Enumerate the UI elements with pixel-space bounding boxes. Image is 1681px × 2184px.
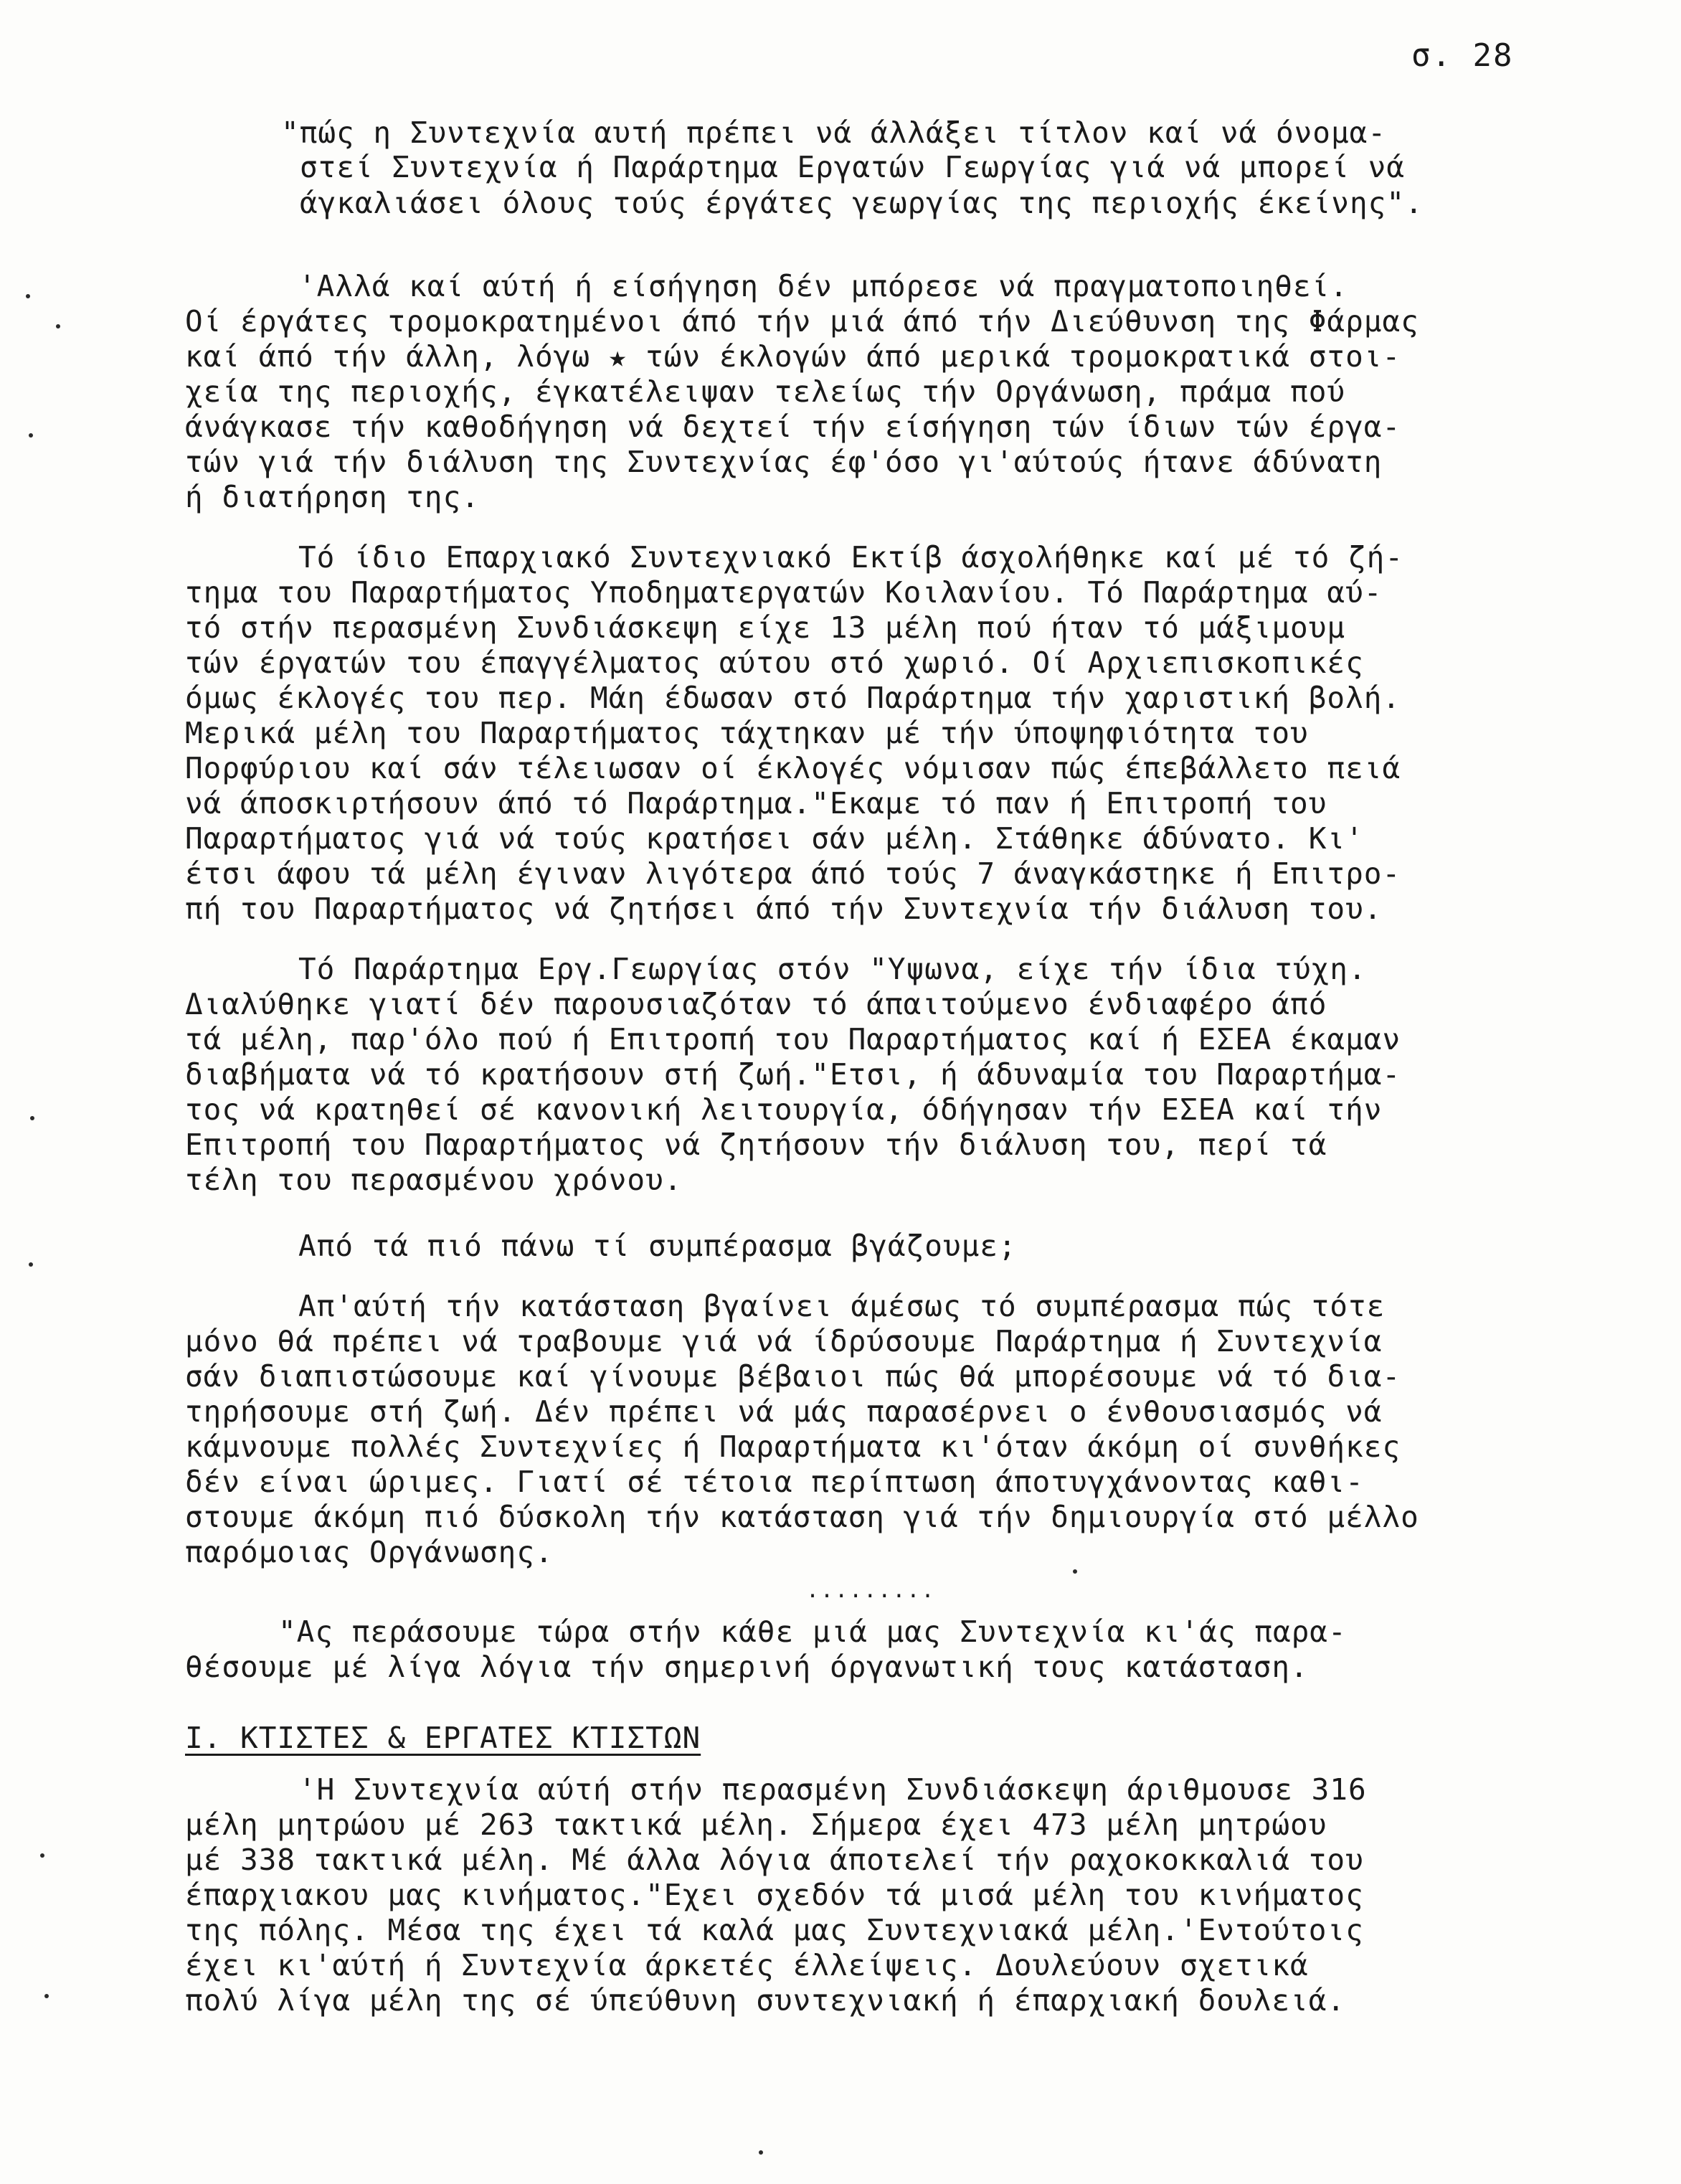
text-line: κάμνουμε πολλές Συντεχνίες ή Παραρτήματα κι'όταν άκόμη οί συνθήκες [185,1429,1401,1464]
section-heading: I. ΚΤΙΣΤΕΣ & ΕΡΓΑΤΕΣ ΚΤΙΣΤΩΝ [185,1721,701,1755]
text-line: άνάγκασε τήν καθοδήγηση νά δεχτεί τήν είσήγηση τών ίδιων τών έργα- [185,410,1401,444]
text-line: διαβήματα νά τό κρατήσουν στή ζωή."Ετσι, ή άδυναμία του Παραρτήμα- [185,1057,1401,1092]
scan-speck [759,2150,763,2155]
text-line: Παραρτήματος γιά νά τούς κρατήσει σάν μέλη. Στάθηκε άδύνατο. Κι' [185,821,1364,856]
text-line: Απ'αύτή τήν κατάσταση βγαίνει άμέσως τό συμπέρασμα πώς τότε [298,1289,1386,1323]
text-line: έτσι άφου τά μέλη έγιναν λιγότερα άπό τούς 7 άναγκάστηκε ή Επιτρο- [185,856,1401,891]
scan-speck [44,1994,49,1998]
text-line: Επιτροπή του Παραρτήματος νά ζητήσουν τήν διάλυση του, περί τά [185,1128,1327,1162]
text-line: 'Αλλά καί αύτή ή είσήγηση δέν μπόρεσε νά πραγματοποιηθεί. [298,269,1348,303]
text-line: της πόλης. Μέσα της έχει τά καλά μας Συντεχνιακά μέλη.'Εντούτοις [185,1913,1364,1947]
text-line: Πορφύριου καί σάν τέλειωσαν οί έκλογές νόμισαν πώς έπεβάλλετο πειά [185,751,1401,785]
text-line: στεί Συντεχνία ή Παράρτημα Εργατών Γεωργίας γιά νά μπορεί νά [300,150,1406,184]
scan-speck [29,433,33,438]
text-line: τά μέλη, παρ'όλο πού ή Επιτροπή του Παραρτήματος καί ή ΕΣΕΑ έκαμαν [185,1022,1401,1056]
text-line: σάν διαπιστώσουμε καί γίνουμε βέβαιοι πώς θά μπορέσουμε νά τό δια- [185,1359,1401,1394]
text-line: Μερικά μέλη του Παραρτήματος τάχτηκαν μέ τήν ύποψηφιότητα του [185,716,1309,750]
text-line: μέλη μητρώου μέ 263 τακτικά μέλη. Σήμερα έχει 473 μέλη μητρώου [185,1807,1327,1842]
scan-speck [26,294,30,298]
text-line: τό στήν περασμένη Συνδιάσκεψη είχε 13 μέλη πού ήταν τό μάξιμουμ [185,610,1346,645]
text-line: τών γιά τήν διάλυση της Συντεχνίας έφ'όσο γι'αύτούς ήτανε άδύνατη [185,445,1383,479]
text-line: "Ας περάσουμε τώρα στήν κάθε μιά μας Συντεχνία κι'άς παρα- [278,1615,1347,1649]
text-line: μέ 338 τακτικά μέλη. Μέ άλλα λόγια άποτελεί τήν ραχοκοκκαλιά του [185,1843,1364,1877]
text-line: 'Η Συντεχνία αύτή στήν περασμένη Συνδιάσκεψη άριθμουσε 316 [298,1772,1367,1807]
text-line: μόνο θά πρέπει νά τραβουμε γιά νά ίδρύσουμε Παράρτημα ή Συντεχνία [185,1324,1383,1358]
text-line: έπαρχιακου μας κινήματος."Εχει σχεδόν τά μισά μέλη του κινήματος [185,1878,1364,1912]
text-line: καί άπό τήν άλλη, λόγω ★ τών έκλογών άπό μερικά τρομοκρατικά στοι- [185,339,1401,374]
text-line: Τό ίδιο Επαρχιακό Συντεχνιακό Εκτίβ άσχολήθηκε καί μέ τό ζή- [298,540,1404,575]
text-line: Από τά πιό πάνω τί συμπέρασμα βγάζουμε; [298,1229,1017,1263]
text-line: άγκαλιάσει όλους τούς έργάτες γεωργίας της περιοχής έκείνης". [300,186,1424,220]
text-line: πολύ λίγα μέλη της σέ ύπεύθυνη συντεχνιακή ή έπαρχιακή δουλειά. [185,1983,1346,2018]
text-line: Οί έργάτες τρομοκρατημένοι άπό τήν μιά άπό τήν Διεύθυνση της Φάρμας [185,304,1419,339]
scan-speck [40,1853,44,1858]
text-line: τος νά κρατηθεί σέ κανονική λειτουργία, όδήγησαν τήν ΕΣΕΑ καί τήν [185,1092,1383,1127]
text-line: τημα του Παραρτήματος Υποδηματεργατών Κοιλανίου. Τό Παράρτημα αύ- [185,575,1383,610]
text-line: όμως έκλογές του περ. Μάη έδωσαν στό Παράρτημα τήν χαριστική βολή. [185,681,1401,715]
scan-speck [56,324,60,328]
scan-speck [1073,1569,1077,1574]
text-line: "πώς η Συντεχνία αυτή πρέπει νά άλλάξει τίτλον καί νά όνομα- [281,115,1387,150]
page-number: σ. 28 [1411,37,1514,74]
text-line: τηρήσουμε στή ζωή. Δέν πρέπει νά μάς παρασέρνει ο ένθουσιασμός νά [185,1394,1383,1429]
text-line: δέν είναι ώριμες. Γιατί σέ τέτοια περίπτωση άποτυγχάνοντας καθι- [185,1465,1364,1499]
separator-dots: ......... [806,1578,936,1603]
scan-speck [29,1262,33,1267]
text-line: Διαλύθηκε γιατί δέν παρουσιαζόταν τό άπαιτούμενο ένδιαφέρο άπό [185,987,1327,1021]
text-line: παρόμοιας Οργάνωσης. [185,1535,554,1569]
text-line: θέσουμε μέ λίγα λόγια τήν σημερινή όργανωτική τους κατάσταση. [185,1650,1309,1684]
text-line: πή του Παραρτήματος νά ζητήσει άπό τήν Συντεχνία τήν διάλυση του. [185,892,1383,926]
scan-speck [30,1116,34,1120]
text-line: Τό Παράρτημα Εργ.Γεωργίας στόν "Υψωνα, είχε τήν ίδια τύχη. [298,952,1367,986]
text-line: στουμε άκόμη πιό δύσκολη τήν κατάσταση γιά τήν δημιουργία στό μέλλο [185,1500,1419,1534]
text-line: χεία της περιοχής, έγκατέλειψαν τελείως τήν Οργάνωση, πράμα πού [185,374,1346,409]
text-line: νά άποσκιρτήσουν άπό τό Παράρτημα."Εκαμε τό παν ή Επιτροπή του [185,786,1327,821]
text-line: έχει κι'αύτή ή Συντεχνία άρκετές έλλείψεις. Δουλεύουν σχετικά [185,1948,1309,1982]
text-line: ή διατήρηση της. [185,480,480,514]
text-line: τέλη του περασμένου χρόνου. [185,1163,683,1197]
text-line: τών έργατών του έπαγγέλματος αύτου στό χωριό. Οί Αρχιεπισκοπικές [185,646,1364,680]
